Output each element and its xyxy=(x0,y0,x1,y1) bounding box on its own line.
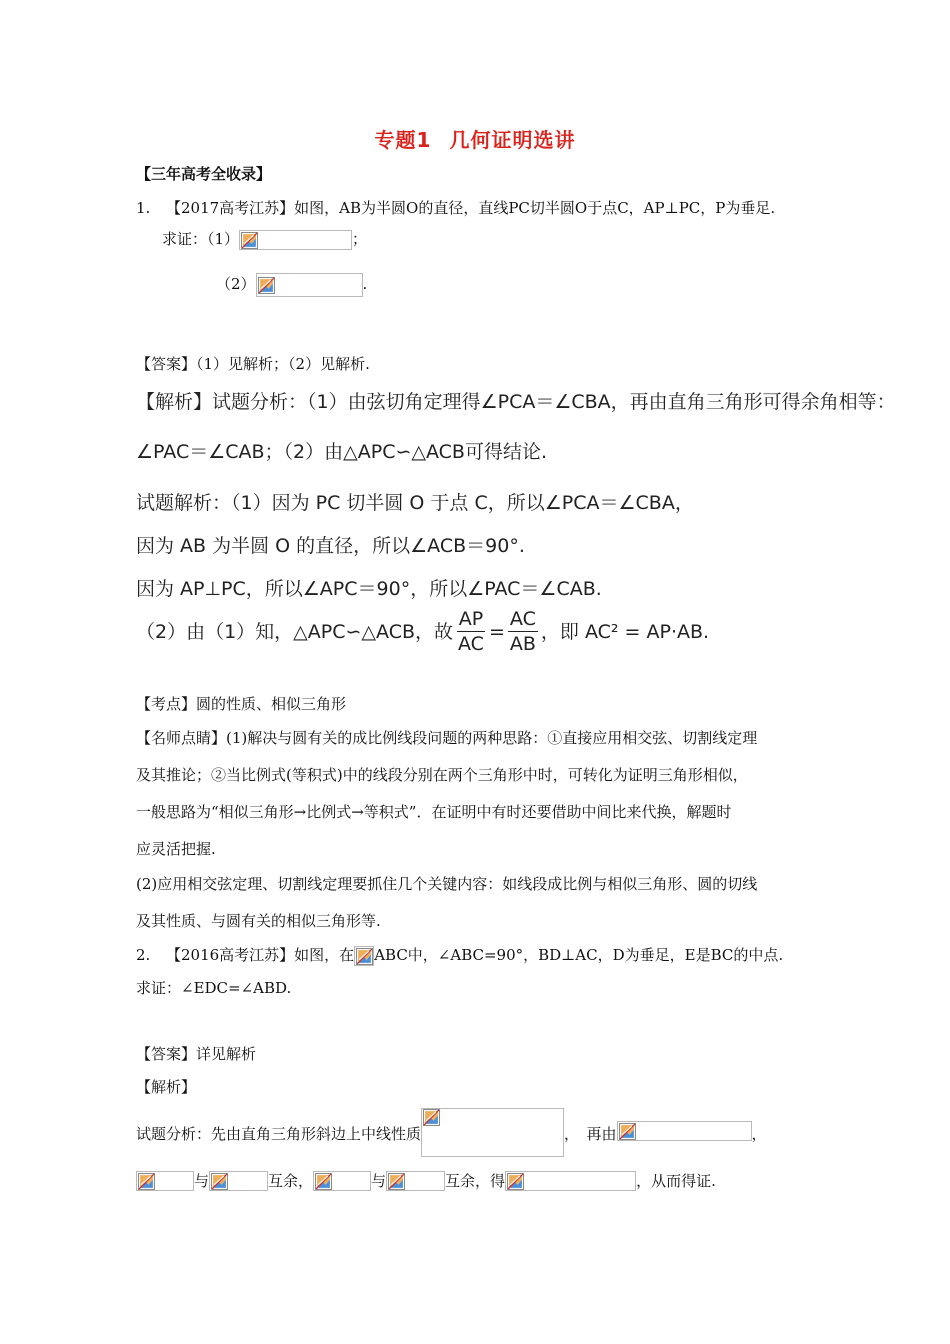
broken-image-icon xyxy=(388,1173,405,1190)
broken-image-icon xyxy=(211,1173,228,1190)
fraction-ac-ab xyxy=(508,607,538,656)
q1-number: 1. xyxy=(136,199,151,217)
q1-kaodian: 【考点】圆的性质、相似三角形 xyxy=(136,695,347,713)
q2-analysis-row-2 xyxy=(136,1171,716,1191)
q2-formula-image-6 xyxy=(386,1171,445,1191)
q2-formula-image-2 xyxy=(617,1121,752,1141)
fraction-numerator: AC xyxy=(509,608,536,630)
q2-triangle-image xyxy=(354,946,374,966)
q2-formula-image-1 xyxy=(421,1108,564,1157)
q1-tips-1: 【名师点睛】(1)解决与圆有关的成比例线段问题的两种思路：①直接应用相交弦、切割线定理 xyxy=(136,729,758,747)
q1-tips-2: 及其推论；②当比例式(等积式)中的线段分别在两个三角形中时，可转化为证明三角形相似， xyxy=(136,766,748,784)
q2-analysis-end: ， xyxy=(751,1125,767,1143)
q1-part2-row xyxy=(216,273,367,297)
q1-analysis-line-2: ∠PAC＝∠CAB；（2）由△APC∽△ACB可得结论. xyxy=(136,441,547,463)
broken-image-icon xyxy=(258,277,275,294)
q1-tips-6: 及其性质、与圆有关的相似三角形等. xyxy=(136,912,381,930)
q2-line2-end: ，从而得证. xyxy=(636,1172,716,1190)
q2-complement-2: 互余，得 xyxy=(445,1172,506,1190)
q2-text-pre: 【2016高考江苏】如图，在 xyxy=(166,946,355,964)
fraction-ap-ac xyxy=(456,607,486,656)
q1-tips-5: (2)应用相交弦定理、切割线定理要抓住几个关键内容：如线段成比例与相似三角形、圆的切线 xyxy=(136,875,758,893)
section-header: 【三年高考全收录】 xyxy=(136,165,272,183)
q2-answer: 【答案】详见解析 xyxy=(136,1045,257,1063)
q1-detail-4-pre: （2）由（1）知，△APC∽△ACB，故 xyxy=(136,620,454,643)
q1-sep: ； xyxy=(352,230,368,248)
q2-formula-image-4 xyxy=(209,1171,268,1191)
q2-formula-image-5 xyxy=(313,1171,371,1191)
broken-image-icon xyxy=(356,948,373,965)
q1-detail-line-2: 因为 AB 为半圆 O 的直径，所以∠ACB＝90°. xyxy=(136,535,525,557)
q2-number: 2. xyxy=(136,946,151,964)
q2-formula-image-7 xyxy=(505,1171,636,1191)
q1-formula-image-1 xyxy=(239,230,352,250)
title-name: 几何证明选讲 xyxy=(449,128,576,152)
q1-analysis-line-1: 【解析】试题分析：（1）由弦切角定理得∠PCA＝∠CBA，再由直角三角形可得余角相等： xyxy=(136,391,896,413)
title-topic: 专题1 xyxy=(374,128,432,152)
q1-detail-line-1: 试题解析：（1）因为 PC 切半圆 O 于点 C，所以∠PCA＝∠CBA， xyxy=(136,492,694,514)
q1-detail-line-4 xyxy=(136,607,709,656)
fraction-denominator: AC xyxy=(458,633,484,655)
q2-and-1: 与 xyxy=(194,1172,210,1190)
q2-formula-image-3 xyxy=(136,1171,194,1191)
q1-part2-label: （2） xyxy=(216,275,256,293)
q2-prove: 求证：∠EDC=∠ABD. xyxy=(136,979,292,997)
fraction-numerator: AP xyxy=(458,608,484,630)
q1-formula-image-2 xyxy=(256,273,363,297)
broken-image-icon xyxy=(619,1123,636,1140)
q1-prove-row xyxy=(162,229,367,250)
page-title xyxy=(0,124,950,153)
q1-detail-line-3: 因为 AP⊥PC，所以∠APC＝90°，所以∠PAC＝∠CAB. xyxy=(136,578,602,600)
q2-text-row xyxy=(166,945,783,966)
fraction-equals: = xyxy=(488,620,505,643)
q1-tips-3: 一般思路为“相似三角形→比例式→等积式”．在证明中有时还要借助中间比来代换，解题时 xyxy=(136,803,732,821)
fraction-denominator: AB xyxy=(509,633,536,655)
q1-text: 【2017高考江苏】如图，AB为半圆O的直径，直线PC切半圆O于点C，AP⊥PC，P为垂足. xyxy=(166,199,776,217)
q2-analysis-row-1 xyxy=(136,1108,767,1157)
q2-analysis-mid: ， 再由 xyxy=(564,1125,617,1143)
broken-image-icon xyxy=(241,232,258,249)
broken-image-icon xyxy=(423,1109,440,1126)
broken-image-icon xyxy=(507,1173,524,1190)
broken-image-icon xyxy=(138,1173,155,1190)
q1-prove-label: 求证：（1） xyxy=(162,230,240,248)
q1-end2: . xyxy=(362,275,368,293)
q2-analysis-head: 【解析】 xyxy=(136,1078,197,1096)
q1-detail-4-post: ，即 AC² = AP·AB. xyxy=(540,620,710,643)
q1-tips-4: 应灵活把握. xyxy=(136,840,216,858)
q2-analysis-pre: 试题分析：先由直角三角形斜边上中线性质 xyxy=(136,1125,422,1143)
q2-complement-1: 互余， xyxy=(268,1172,314,1190)
q2-and-2: 与 xyxy=(371,1172,387,1190)
q2-text-post: ABC中，∠ABC=90°，BD⊥AC，D为垂足，E是BC的中点. xyxy=(374,946,784,964)
broken-image-icon xyxy=(315,1173,332,1190)
q1-answer: 【答案】（1）见解析；（2）见解析. xyxy=(136,355,370,373)
